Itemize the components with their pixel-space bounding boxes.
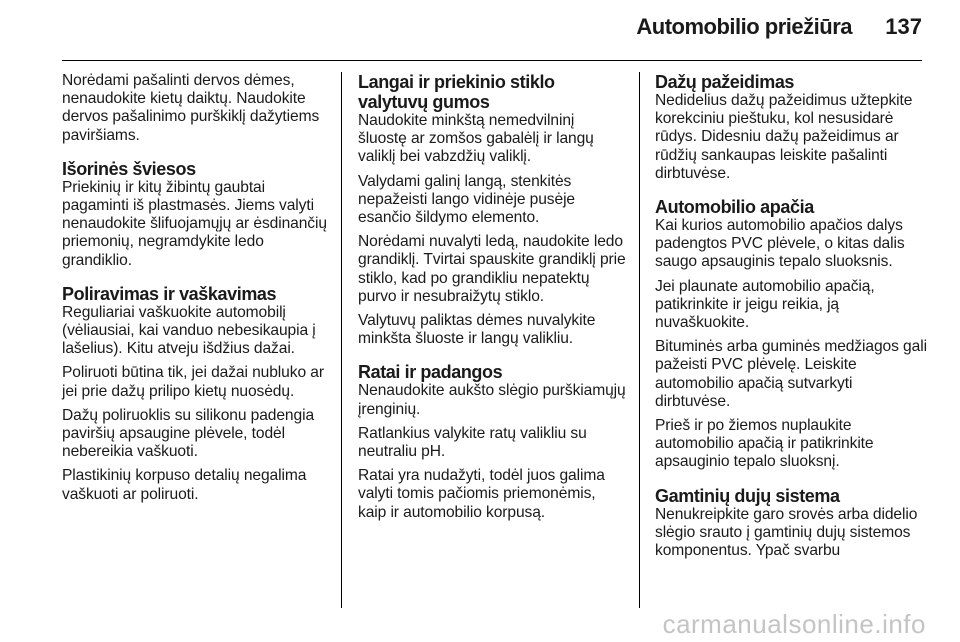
body-paragraph: Reguliariai vaškuokite automobilį (vėliausiai, kai vanduo nebesikaupia į lašelius). Kitu atveju išdžius dažai. [62, 303, 316, 358]
column-divider [341, 72, 342, 608]
page-title: Automobilio priežiūra [636, 14, 852, 39]
text-column-2 [358, 72, 626, 528]
body-paragraph: Naudokite minkštą nemedvilninį šluostę ar zomšos gabalėlį ir langų valiklį bei vabzdžių valiklį. [358, 112, 594, 166]
section-heading: Automobilio apačia [655, 197, 814, 218]
text-column-1 [62, 72, 330, 510]
body-paragraph: Ratlankius valykite ratų valikliu su neutraliu pH. [358, 424, 587, 461]
column-divider [639, 72, 640, 608]
body-paragraph: Prieš ir po žiemos nuplaukite automobilio apačią ir patikrinkite apsauginio tepalo sluoksnį. [655, 417, 874, 471]
section-heading: Išorinės šviesos [62, 158, 196, 179]
body-paragraph: Poliruoti būtina tik, jei dažai nubluko ar jei prie dažų prilipo kietų nuosėdų. [62, 364, 324, 400]
body-paragraph: Dažų poliruoklis su silikonu padengia paviršių apsaugine plėvele, todėl nebereikia vaškuoti. [62, 406, 315, 461]
body-paragraph: Jei plaunate automobilio apačią, patikrinkite ir jeigu reikia, ją nuvaškuokite. [655, 277, 875, 332]
body-paragraph: Norėdami nuvalyti ledą, naudokite ledo grandiklį. Tvirtai spauskite grandiklį prie stiklo, kad po grandikliu nepatektų purvo ir nesubraižytų stiklo. [358, 233, 626, 305]
body-paragraph: Valytuvų paliktas dėmes nuvalykite minkšta šluoste ir langų valikliu. [358, 312, 596, 348]
body-paragraph: Norėdami pašalinti dervos dėmes, nenaudokite kietų daiktų. Naudokite dervos pašalinimo purškiklį dažytiems paviršiams. [62, 72, 320, 144]
body-paragraph: Priekinių ir kitų žibintų gaubtai pagaminti iš plastmasės. Jiems valyti nenaudokite šlifuojamųjų ar ėsdinančių priemonių, negramdykite ledo grandiklio. [62, 178, 327, 269]
section-heading: Langai ir priekinio stiklo valytuvų gumos [358, 72, 555, 112]
body-paragraph: Nenaudokite aukšto slėgio purškiamųjų įrenginių. [358, 382, 626, 418]
text-column-3 [655, 72, 927, 566]
body-paragraph: Valydami galinį langą, stenkitės nepažeisti lango vidinėje pusėje esančio šildymo elemento. [358, 172, 576, 227]
header-divider [62, 60, 922, 61]
page-number: 137 [885, 14, 922, 39]
body-paragraph: Plastikinių korpuso detalių negalima vaškuoti ar poliruoti. [62, 467, 307, 503]
watermark: carmanualsonline.info [662, 609, 926, 639]
body-paragraph: Nenukreipkite garo srovės arba didelio slėgio srauto į gamtinių dujų sistemos komponentus. Ypač svarbu [655, 505, 918, 560]
page-header [0, 0, 960, 60]
section-heading: Gamtinių dujų sistema [655, 485, 840, 506]
section-heading: Dažų pažeidimas [655, 72, 795, 92]
section-heading: Ratai ir padangos [358, 362, 503, 383]
body-paragraph: Bituminės arba guminės medžiagos gali pažeisti PVC plėvelę. Leiskite automobilio apačią sutvarkyti dirbtuvėse. [655, 338, 927, 410]
body-paragraph: Ratai yra nudažyti, todėl juos galima valyti tomis pačiomis priemonėmis, kaip ir automobilio korpusą. [358, 467, 605, 521]
body-paragraph: Kai kurios automobilio apačios dalys padengtos PVC plėvele, o kitas dalis saugo apsauginis tepalo sluoksnis. [655, 217, 905, 271]
section-heading: Poliravimas ir vaškavimas [62, 283, 277, 304]
body-paragraph: Nedidelius dažų pažeidimus užtepkite korekciniu pieštuku, kol nesusidarė rūdys. Didesniu dažų pažeidimus ar rūdžių sankaupas leiskite pašalinti dirbtuvėse. [655, 92, 913, 182]
